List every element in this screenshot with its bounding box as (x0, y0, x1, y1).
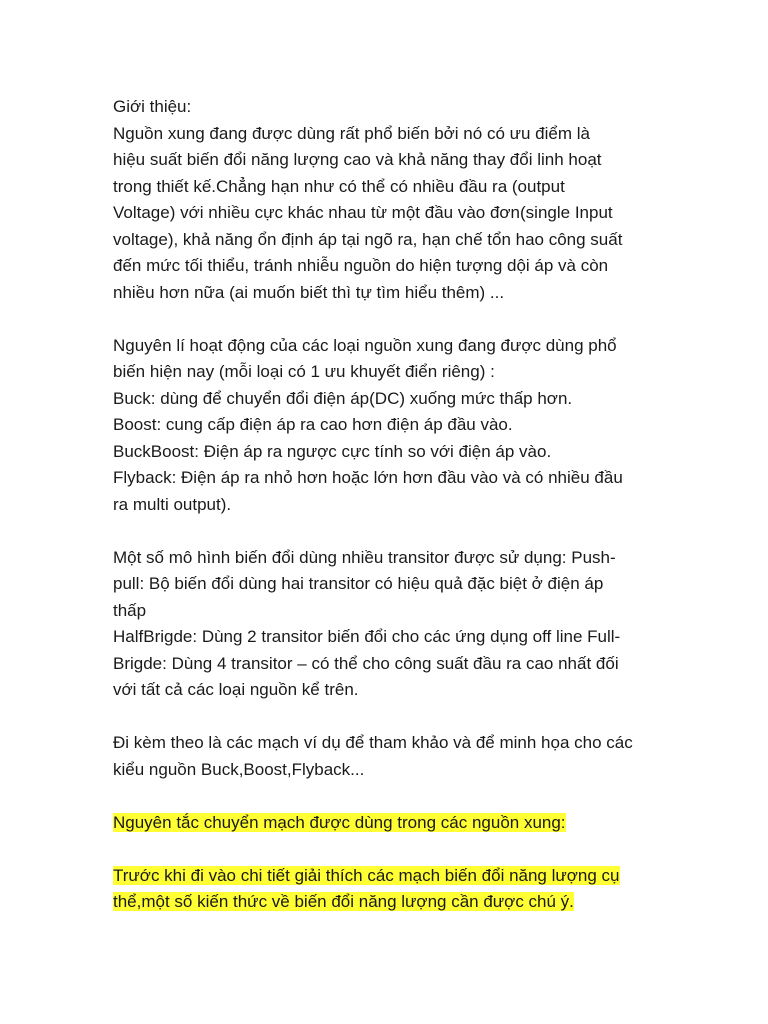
principle-line: Nguyên lí hoạt động của các loại nguồn xung đang được dùng phổ (113, 335, 617, 355)
highlighted-heading-line: Nguyên tắc chuyển mạch được dùng trong các nguồn xung: (113, 812, 566, 832)
principle-line: BuckBoost: Điện áp ra ngược cực tính so với điện áp vào. (113, 441, 552, 461)
intro-line: đến mức tối thiểu, tránh nhiễu nguồn do hiện tượng dội áp và còn (113, 256, 609, 275)
principle-line: Boost: cung cấp điện áp ra cao hơn điện áp đầu vào. (113, 415, 513, 434)
intro-heading: Giới thiệu: (113, 97, 192, 116)
principle-line: ra multi output). (113, 494, 232, 514)
highlighted-body-line: Trước khi đi vào chi tiết giải thích các mạch biến đổi năng lượng cụ (113, 865, 620, 885)
models-paragraph (113, 545, 673, 704)
examples-line: kiểu nguồn Buck,Boost,Flyback... (113, 759, 365, 779)
principle-line: biến hiện nay (mỗi loại có 1 ưu khuyết điển riêng) : (113, 362, 495, 381)
intro-line: nhiều hơn nữa (ai muốn biết thì tự tìm hiểu thêm) ... (113, 282, 505, 302)
highlighted-body-paragraph (113, 863, 673, 916)
models-line: Một số mô hình biến đổi dùng nhiều transitor được sử dụng: Push- (113, 547, 616, 567)
intro-line: trong thiết kế.Chẳng hạn như có thể có nhiều đầu ra (output (113, 176, 565, 196)
models-line: Brigde: Dùng 4 transitor – có thể cho công suất đầu ra cao nhất đối (113, 653, 619, 673)
models-line: thấp (113, 600, 147, 620)
highlighted-heading-paragraph (113, 810, 673, 837)
intro-line: hiệu suất biến đổi năng lượng cao và khả năng thay đổi linh hoạt (113, 150, 602, 169)
principle-line: Flyback: Điện áp ra nhỏ hơn hoặc lớn hơn đầu vào và có nhiều đầu (113, 468, 623, 487)
principle-line: Buck: dùng để chuyển đổi điện áp(DC) xuống mức thấp hơn. (113, 388, 573, 408)
intro-line: Voltage) với nhiều cực khác nhau từ một đầu vào đơn(single Input (113, 203, 613, 222)
intro-line: Nguồn xung đang được dùng rất phổ biến bởi nó có ưu điểm là (113, 123, 590, 143)
models-line: với tất cả các loại nguồn kể trên. (113, 680, 359, 699)
principle-paragraph (113, 333, 673, 519)
models-line: HalfBrigde: Dùng 2 transitor biến đổi cho các ứng dụng off line Full- (113, 627, 621, 646)
intro-line: voltage), khả năng ổn định áp tại ngõ ra, hạn chế tổn hao công suất (113, 229, 623, 249)
document-content (113, 94, 673, 942)
models-line: pull: Bộ biến đổi dùng hai transitor có hiệu quả đặc biệt ở điện áp (113, 574, 604, 593)
highlighted-body-line: thể,một số kiến thức về biến đổi năng lượng cần được chú ý. (113, 892, 574, 911)
examples-line: Đi kèm theo là các mạch ví dụ để tham khảo và để minh họa cho các (113, 733, 633, 752)
intro-paragraph (113, 94, 673, 306)
examples-paragraph (113, 730, 673, 783)
